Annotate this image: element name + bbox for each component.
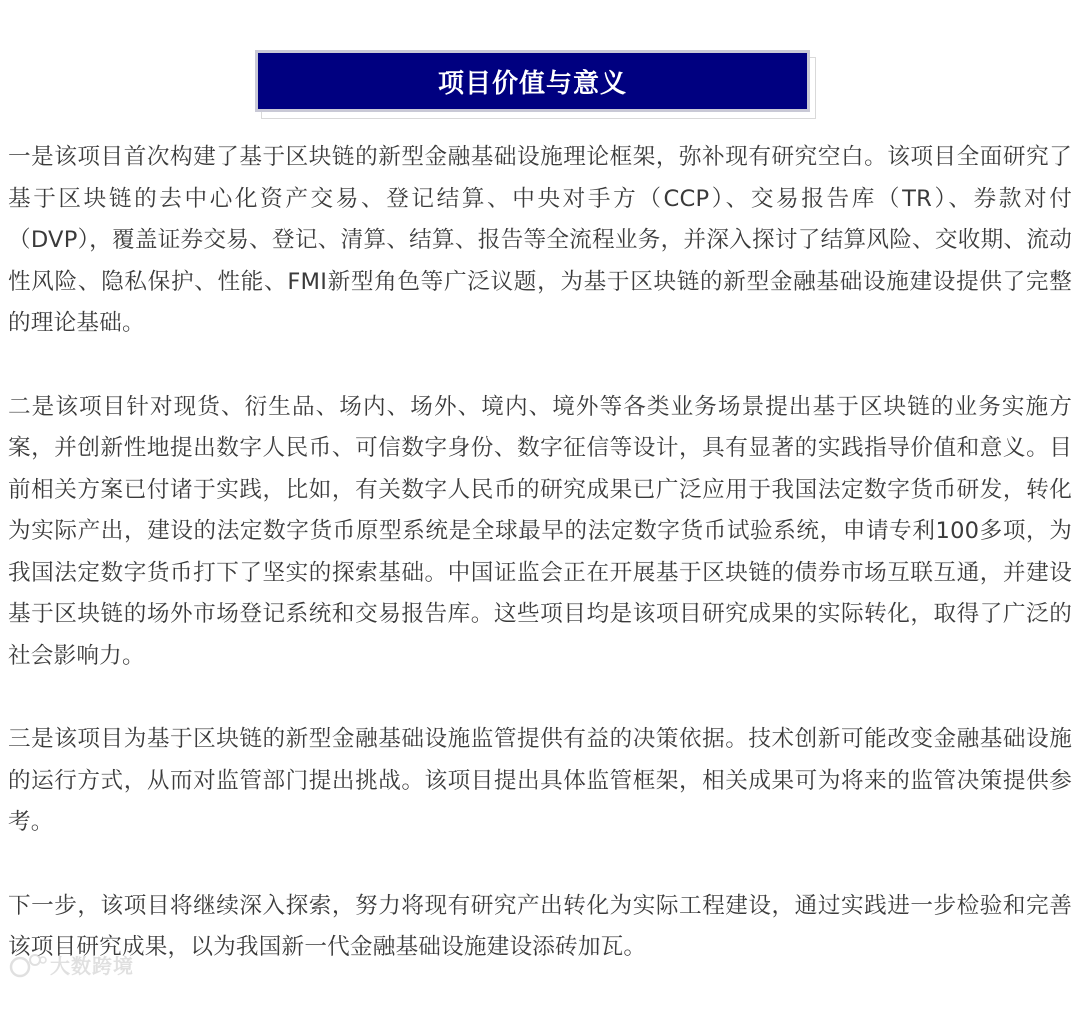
brand-logo-icon [8, 951, 48, 979]
page-title: 项目价值与意义 [437, 68, 627, 99]
paragraph-two: 二是该项目针对现货、衍生品、场内、场外、境内、境外等各类业务场景提出基于区块链的业务实施方案，并创新性地提出数字人民币、可信数字身份、数字征信等设计，具有显著的实践指导价值和意义。目前相关方案已付诸于实践，比如，有关数字人民币的研究成果已广泛应用于我国法定数字货币研发，转化为实际产出，建设的法定数字货币原型系统是全球最早的法定数字货币试验系统，申请专利100多项，为我国法定数字货币打下了坚实的探索基础。中国证监会正在开展基于区块链的债券市场互联互通，并建设基于区块链的场外市场登记系统和交易报告库。这些项目均是该项目研究成果的实际转化，取得了广泛的社会影响力。 [8, 393, 1072, 669]
paragraph-one: 一是该项目首次构建了基于区块链的新型金融基础设施理论框架，弥补现有研究空白。该项目全面研究了基于区块链的去中心化资产交易、登记结算、中央对手方（CCP）、交易报告库（TR）、券款对付（DVP），覆盖证券交易、登记、清算、结算、报告等全流程业务，并深入探讨了结算风险、交收期、流动性风险、隐私保护、性能、FMI新型角色等广泛议题，为基于区块链的新型金融基础设施建设提供了完整的理论基础。 [8, 144, 1072, 336]
section-title-banner [255, 50, 810, 112]
paragraph-three: 三是该项目为基于区块链的新型金融基础设施监管提供有益的决策依据。技术创新可能改变金融基础设施的运行方式，从而对监管部门提出挑战。该项目提出具体监管框架，相关成果可为将来的监管决策提供参考。 [8, 726, 1072, 835]
paragraph-next-step: 下一步，该项目将继续深入探索，努力将现有研究产出转化为实际工程建设，通过实践进一步检验和完善该项目研究成果，以为我国新一代金融基础设施建设添砖加瓦。 [8, 892, 1072, 960]
title-box [255, 50, 810, 112]
watermark-text: 大数跨境 [50, 954, 134, 978]
watermark [8, 950, 134, 979]
article-body [8, 137, 1072, 1011]
